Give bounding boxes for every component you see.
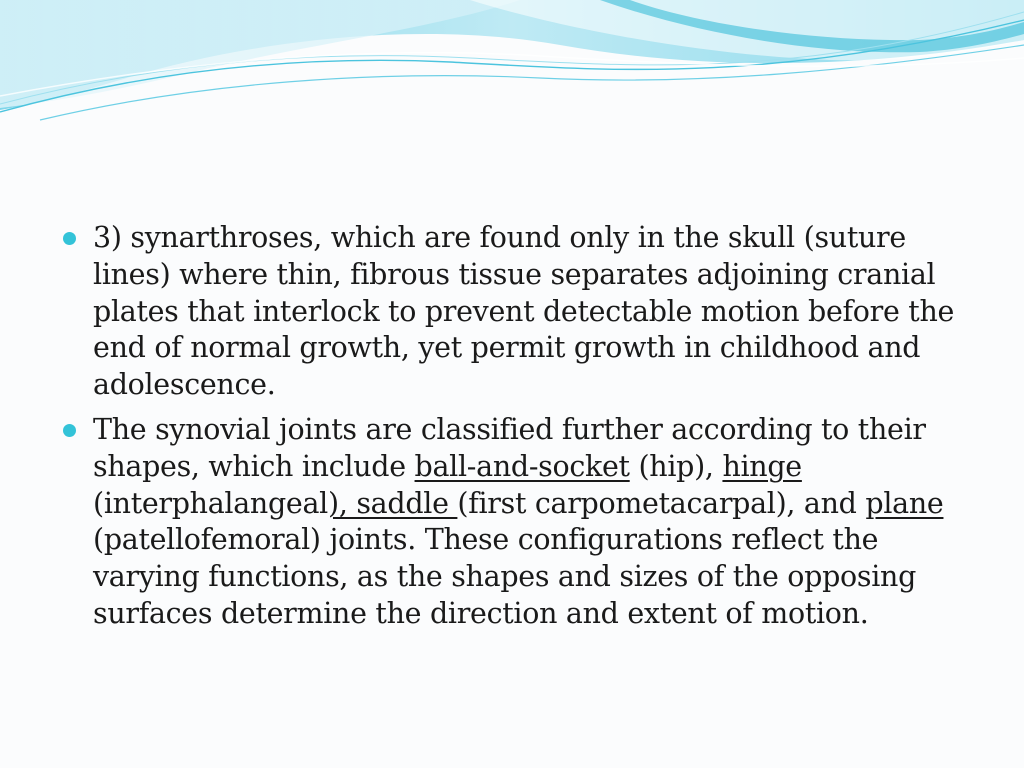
bullet-text: (patellofemoral) joints. These configurations reflect the varying functions, as the shapes and sizes of the opposing surfaces determine the direction and extent of motion. (93, 523, 917, 630)
wave-header-decoration (0, 0, 1024, 130)
underlined-term: ball-and-socket (414, 449, 630, 483)
bullet-dot-icon (63, 424, 76, 437)
bullet-text: (first carpometacarpal), and (457, 486, 866, 520)
bullet-list (60, 220, 960, 633)
bullet-text: (hip), (629, 449, 723, 483)
bullet-item (60, 412, 960, 633)
underlined-term: ), saddle (328, 486, 458, 520)
bullet-text: 3) synarthroses, which are found only in the skull (suture lines) where thin, fibrous tissue separates adjoining cranial plates that interlock to prevent detectable motion before the end of normal growth, yet permit growth in childhood and adolescence. (93, 221, 955, 402)
slide-body (60, 220, 960, 641)
bullet-text: The synovial joints are classified further according to their shapes, which include (93, 412, 926, 483)
bullet-dot-icon (63, 232, 76, 245)
bullet-text: (interphalangeal (93, 486, 329, 520)
bullet-item (60, 220, 960, 404)
underlined-term: plane (865, 486, 944, 520)
underlined-term: hinge (722, 449, 802, 483)
